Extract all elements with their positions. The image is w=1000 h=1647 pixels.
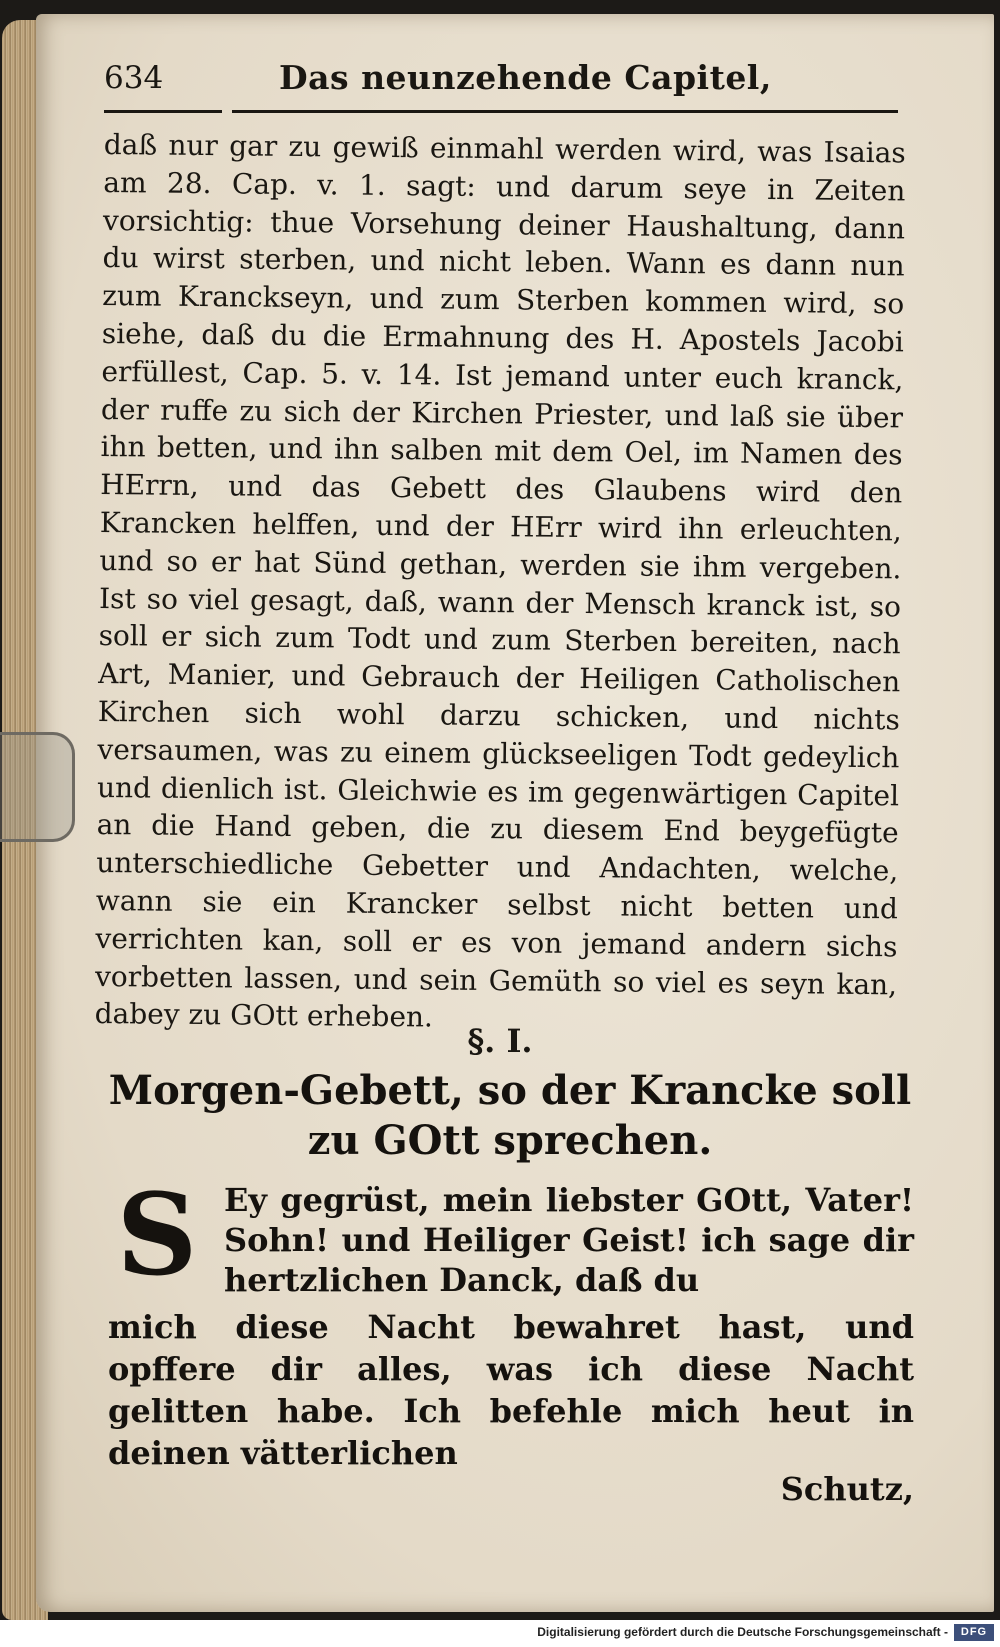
prayer-title: Morgen-Gebett, so der Krancke soll zu GOtt sprechen. — [108, 1067, 912, 1164]
prayer-lead-text: Ey gegrüst, mein liebster GOtt, Vater! Sohn! und Heiliger Geist! ich sage dir hertzlichen Danck, daß du — [224, 1181, 914, 1299]
prayer-text: mich diese Nacht bewahret hast, und opffere dir alles, was ich diese Nacht gelitten habe. Ich befehle mich heut in deinen vätterlichen — [108, 1308, 914, 1472]
header-rule-right — [232, 110, 898, 113]
running-head: Das neunzehende Capitel, — [279, 58, 772, 97]
page-header — [104, 60, 906, 110]
dfg-logo: DFG — [954, 1624, 994, 1641]
footer-bar — [0, 1620, 1000, 1647]
drop-cap: S — [116, 1170, 198, 1301]
funding-credit: Digitalisierung gefördert durch die Deutsche Forschungsgemeinschaft - — [537, 1625, 948, 1639]
page-number: 634 — [104, 60, 164, 96]
bookmark-tab — [0, 732, 75, 842]
header-rule-left — [104, 110, 222, 113]
catchword: Schutz, — [780, 1470, 914, 1508]
section-mark: §. I. — [467, 1022, 533, 1060]
body-paragraph: daß nur gar zu gewiß einmahl werden wird, was Isaias am 28. Cap. v. 1. sagt: und darum seye in Zeiten vorsichtig: thue Vorsehung deiner Haushaltung, dann du wirst sterben, und nicht leben. Wann es dann nun zum Kranckseyn, und zum Sterben kommen wird, so siehe, daß du die Ermahnung des H. Apostels Jacobi erfüllest, Cap. 5. v. 14. Ist jemand unter euch kranck, der ruffe zu sich der Kirchen Priester, und laß sie über ihn betten, und ihn salben mit dem Oel, im Namen des HErrn, und das Gebett des Glaubens wird den Krancken helffen, und der HErr wird ihn erleuchten, und so er hat Sünd gethan, werden sie ihm vergeben. Ist so viel gesagt, daß, wann der Mensch kranck ist, so soll er sich zum Todt und zum Sterben bereiten, nach Art, Manier, und Gebrauch der Heiligen Catholischen Kirchen sich wohl darzu schicken, und nichts versaumen, was zu einem glückseeligen Todt gedeylich und dienlich ist. Gleichwie es im gegenwärtigen Capitel an die Hand geben, die zu diesem End beygefügte unterschiedliche Gebetter und Andachten, welche, wann sie ein Krancker selbst nicht betten und verrichten kan, soll er es von jemand andern sichs vorbetten lassen, und sein Gemüth so viel es seyn kan, dabey zu GOtt erheben. — [94, 127, 906, 1034]
